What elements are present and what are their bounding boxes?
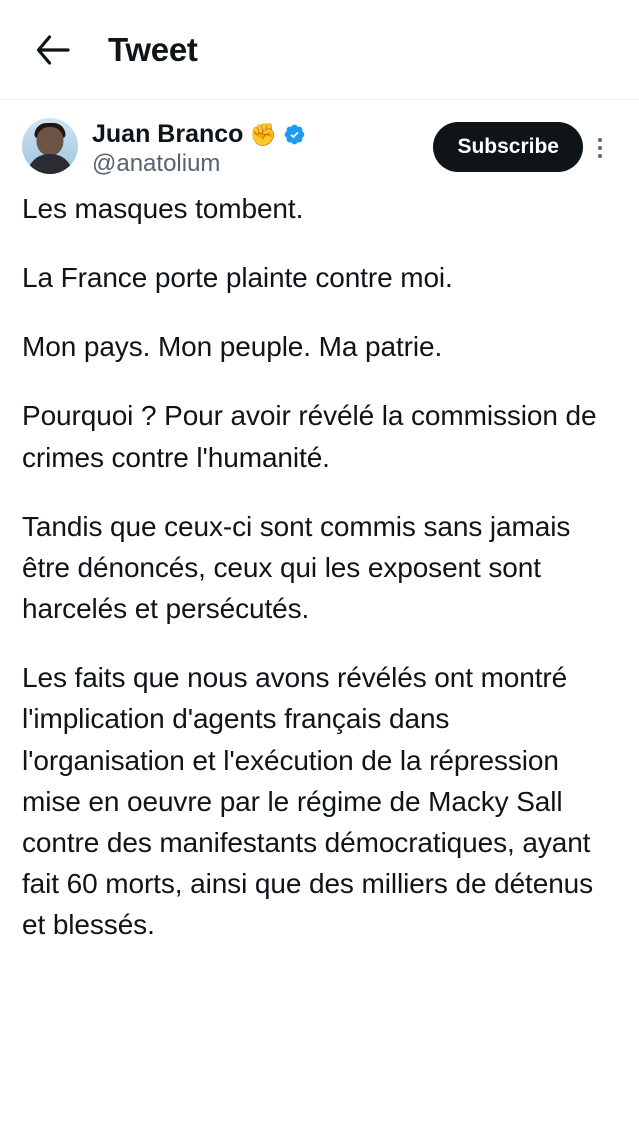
avatar-face [37,127,64,156]
tweet-paragraph: La France porte plainte contre moi. [22,262,453,294]
raised-fist-emoji: ✊ [249,121,277,147]
tweet-paragraph: Tandis que ceux-ci sont commis sans jamais être dénoncés, ceux qui les exposent sont harcelés et persécutés. [22,510,571,625]
tweet-text [0,178,639,1144]
tweet-author-header [0,100,639,178]
author-name-row [92,120,433,149]
tweet-paragraph: Mon pays. Mon peuple. Ma patrie. [22,331,443,363]
tweet-paragraph: Pourquoi ? Pour avoir révélé la commission de crimes contre l'humanité. [22,400,597,473]
more-options-icon[interactable] [583,128,617,168]
page-title: Tweet [108,30,198,68]
back-button[interactable] [26,23,80,77]
more-dot-3 [598,154,602,158]
tweet-paragraph: Les masques tombent. [22,193,304,224]
tweet-paragraph: Les faits que nous avons révélés ont montré l'implication d'agents français dans l'organisation et l'exécution de la répression mise en oeuvre par le régime de Macky Sall contre des manifestants démocratiques, ayant fait 60 morts, ainsi que des milliers de détenus et blessés. [22,662,594,941]
verified-badge-icon [283,123,306,146]
author-names [92,118,433,178]
arrow-left-icon [36,35,70,65]
more-dot-1 [598,138,602,142]
avatar-body [27,154,73,174]
avatar[interactable] [22,118,78,174]
author-display-name[interactable]: Juan Branco [92,120,244,148]
top-navigation-bar [0,0,639,100]
more-dot-2 [598,146,602,150]
author-handle[interactable]: @anatolium [92,150,221,177]
subscribe-button[interactable]: Subscribe [433,122,583,172]
